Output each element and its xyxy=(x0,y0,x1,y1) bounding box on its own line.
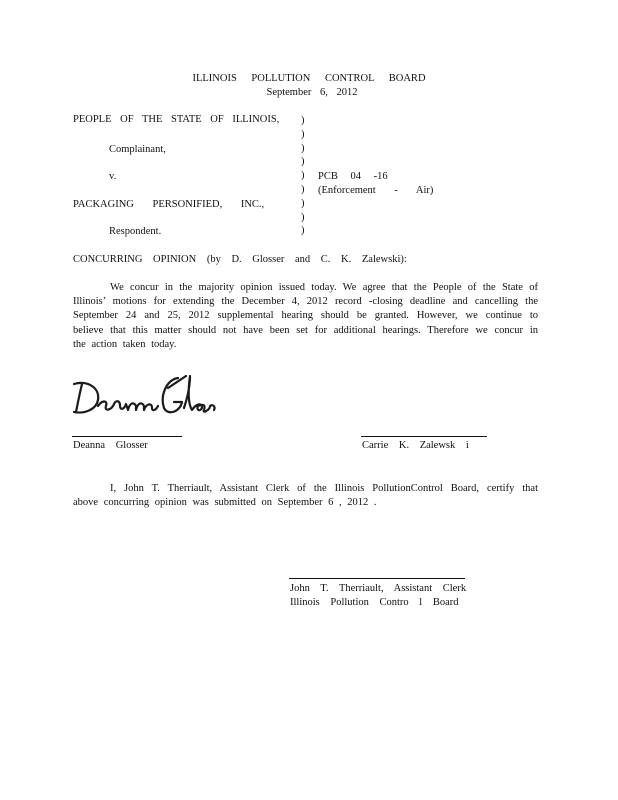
versus-label: v. xyxy=(109,171,117,182)
clerk-signature-line xyxy=(289,578,465,579)
document-date: September 6, 2012 xyxy=(266,87,358,98)
complainant-label: Complainant, xyxy=(109,144,166,155)
signature-line-left xyxy=(72,436,182,437)
case-number: PCB 04 -16 xyxy=(318,171,388,182)
signature-line-right xyxy=(361,436,487,437)
paren: ) xyxy=(301,225,305,237)
handwritten-signature xyxy=(70,366,220,424)
certification-body: I, John T. Therriault, Assistant Clerk of the Illinois PollutionControl Board, certify that above concurring opinion was submitted on September 6 , 2012 . xyxy=(73,483,538,509)
paren: ) xyxy=(301,170,305,182)
respondent-party: PACKAGING PERSONIFIED, INC., xyxy=(73,199,265,210)
right-signer-name: Carrie K. Zalewsk i xyxy=(362,440,469,451)
paren: ) xyxy=(301,128,305,140)
caption-parentheses xyxy=(301,114,311,238)
respondent-label: Respondent. xyxy=(109,226,162,237)
clerk-name: John T. Therriault, Assistant Clerk xyxy=(290,583,467,594)
clerk-organization: Illinois Pollution Contro l Board xyxy=(290,597,459,608)
complainant-party: PEOPLE OF THE STATE OF ILLINOIS, xyxy=(73,114,280,125)
paren: ) xyxy=(301,142,305,154)
paren: ) xyxy=(301,211,305,223)
board-title: ILLINOIS POLLUTION CONTROL BOARD xyxy=(192,73,426,84)
paren: ) xyxy=(301,156,305,168)
paren: ) xyxy=(301,115,305,126)
opinion-heading: CONCURRING OPINION (by D. Glosser and C. K. Zalewski): xyxy=(73,254,407,265)
paren: ) xyxy=(301,197,305,209)
case-type: (Enforcement - Air) xyxy=(318,185,434,196)
opinion-body: We concur in the majority opinion issued today. We agree that the People of the State of Illinois’ motions for extending the December 4, 2012 record -closing deadline and cancelling the September 24 and 25, 2012 supplemental hearing should be granted. However, we continue to believe that this matter should not have been set for additional hearings. Therefore we concur in the action taken today. xyxy=(73,282,538,350)
paren: ) xyxy=(301,183,305,195)
left-signer-name: Deanna Glosser xyxy=(73,440,148,451)
